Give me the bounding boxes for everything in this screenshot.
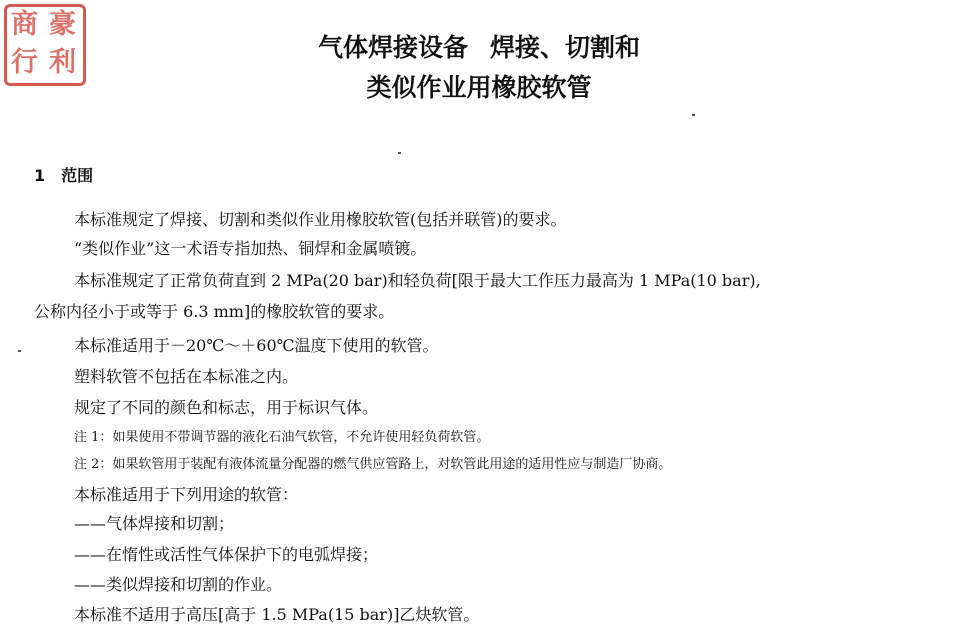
paragraph: 本标准适用于－20℃～＋60℃温度下使用的软管。 — [74, 336, 439, 355]
section-title: 范围 — [61, 166, 94, 185]
scan-speck — [692, 114, 695, 116]
paragraph: 本标准规定了焊接、切割和类似作业用橡胶软管(包括并联管)的要求。 — [74, 210, 567, 229]
seal-char: 行 — [11, 47, 38, 78]
seal-char: 利 — [49, 47, 76, 78]
section-number: 1 — [34, 166, 46, 185]
scan-speck — [18, 350, 21, 352]
paragraph-continuation: 公称内径小于或等于 6.3 mm]的橡胶软管的要求。 — [34, 302, 395, 321]
paragraph: “类似作业”这一术语专指加热、铜焊和金属喷镀。 — [74, 239, 427, 258]
title-part-b: 焊接、切割和 — [490, 33, 641, 62]
paragraph: 规定了不同的颜色和标志，用于标识气体。 — [74, 398, 379, 417]
title-part-a: 气体焊接设备 — [317, 33, 468, 62]
list-item: ——在惰性或活性气体保护下的电弧焊接； — [74, 545, 379, 564]
list-item: ——气体焊接和切割； — [74, 514, 235, 533]
paragraph: 本标准适用于下列用途的软管： — [74, 485, 299, 504]
section-heading — [34, 163, 93, 186]
paragraph: 塑料软管不包括在本标准之内。 — [74, 367, 299, 386]
seal-char: 豪 — [49, 9, 76, 40]
note: 注 1：如果使用不带调节器的液化石油气软管，不允许使用轻负荷软管。 — [74, 430, 490, 445]
document-title-line-1 — [0, 28, 958, 64]
paragraph: 本标准不适用于高压[高于 1.5 MPa(15 bar)]乙炔软管。 — [74, 605, 480, 624]
note: 注 2：如果软管用于装配有液体流量分配器的燃气供应管路上，对软管此用途的适用性应与制造厂协商。 — [74, 457, 672, 472]
scan-speck — [398, 152, 401, 154]
paragraph: 本标准规定了正常负荷直到 2 MPa(20 bar)和轻负荷[限于最大工作压力最高为 1 MPa(10 bar), — [74, 271, 761, 290]
document-title-line-2: 类似作业用橡胶软管 — [366, 73, 592, 102]
seal-char: 商 — [11, 9, 38, 40]
list-item: ——类似焊接和切割的作业。 — [74, 575, 283, 594]
